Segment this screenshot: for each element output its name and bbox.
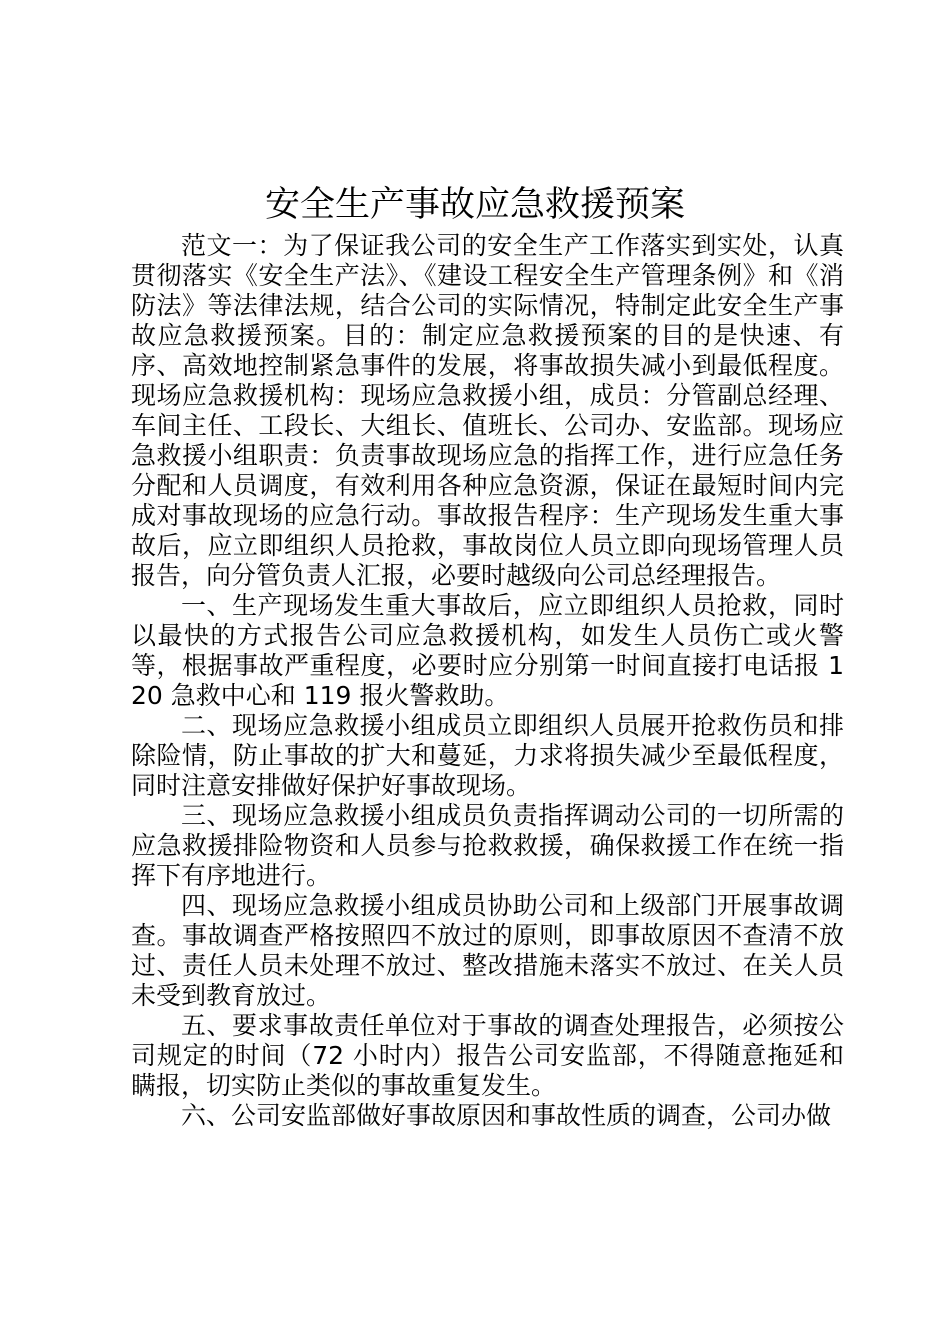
paragraph-item-1: 一、生产现场发生重大事故后，应立即组织人员抢救，同时以最快的方式报告公司应急救援机构，如发生人员伤亡或火警等，根据事故严重程度，必要时应分别第一时间直接打电话报 120 急救中心和 119 报火警救助。 (131, 591, 844, 710)
paragraph-item-6: 六、公司安监部做好事故原因和事故性质的调查，公司办做 (181, 1101, 832, 1130)
paragraph-item-2: 二、现场应急救援小组成员立即组织人员展开抢救伤员和排除险情，防止事故的扩大和蔓延，力求将损失减少至最低程度，同时注意安排做好保护好事故现场。 (131, 711, 844, 800)
document-body (131, 231, 844, 1131)
paragraph-item-3: 三、现场应急救援小组成员负责指挥调动公司的一切所需的应急救援排险物资和人员参与抢救救援，确保救援工作在统一指挥下有序地进行。 (131, 801, 844, 890)
paragraph-intro: 范文一：为了保证我公司的安全生产工作落实到实处，认真贯彻落实《安全生产法》、《建设工程安全生产管理条例》和《消防法》等法律法规，结合公司的实际情况，特制定此安全生产事故应急救援预案。目的：制定应急救援预案的目的是快速、有序、高效地控制紧急事件的发展，将事故损失减小到最低程度。现场应急救援机构：现场应急救援小组，成员：分管副总经理、车间主任、工段长、大组长、值班长、公司办、安监部。现场应急救援小组职责：负责事故现场应急的指挥工作，进行应急任务分配和人员调度，有效利用各种应急资源，保证在最短时间内完成对事故现场的应急行动。事故报告程序：生产现场发生重大事故后，应立即组织人员抢救，事故岗位人员立即向现场管理人员报告，向分管负责人汇报，必要时越级向公司总经理报告。 (131, 231, 844, 590)
paragraph-item-5: 五、要求事故责任单位对于事故的调查处理报告，必须按公司规定的时间（72 小时内）报告公司安监部，不得随意拖延和瞒报，切实防止类似的事故重复发生。 (131, 1011, 844, 1100)
document-title: 安全生产事故应急救援预案 (264, 185, 685, 225)
paragraph-item-4: 四、现场应急救援小组成员协助公司和上级部门开展事故调查。事故调查严格按照四不放过的原则，即事故原因不查清不放过、责任人员未处理不放过、整改措施未落实不放过、在关人员未受到教育放过。 (131, 891, 844, 1010)
